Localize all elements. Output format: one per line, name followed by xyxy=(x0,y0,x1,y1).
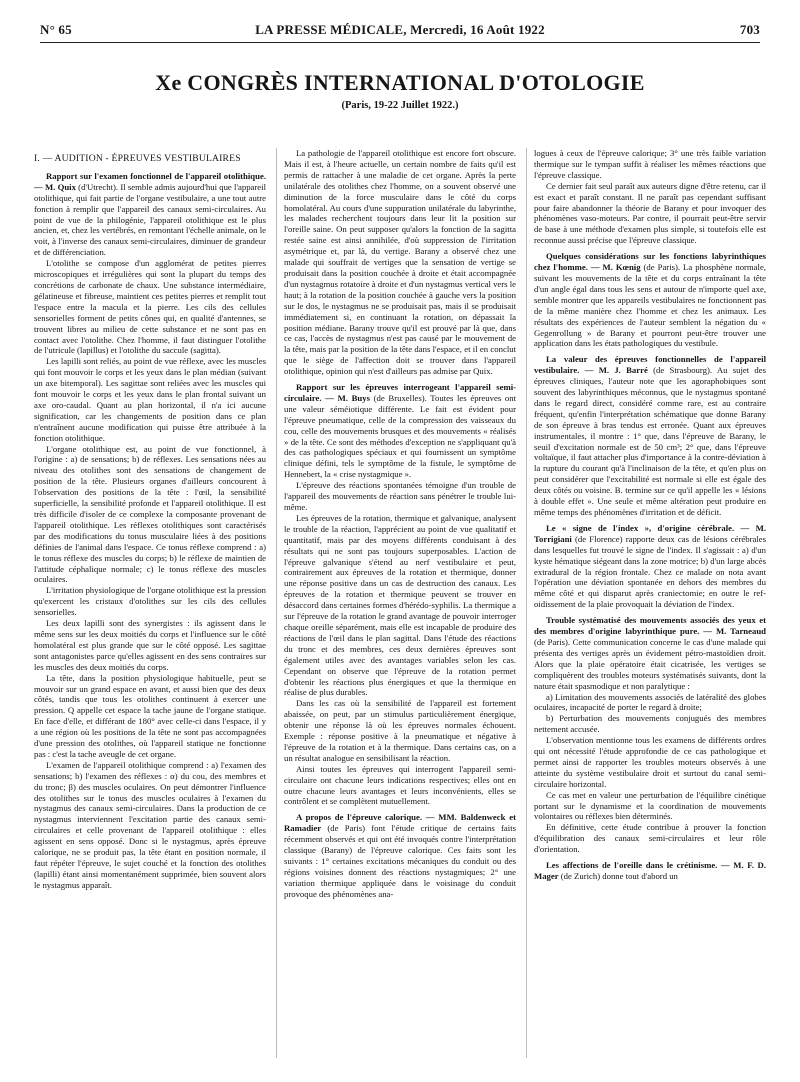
paragraph: Les deux lapilli sont des synergistes : ils agissent dans le même sens sur les deux moitiés du corps et l'influence sur le côté homolatéral est plus grande que sur le côté opposé. Les sagittae sont antagonistes parce qu'elles agissent en des sens contraires sur les muscles des deux moitiés du corps. xyxy=(34,618,266,672)
paragraph: L'examen de l'appareil otolithique comprend : a) l'examen des sensations; b) l'examen des réflexes : α) du cou, des membres et du tronc; β) des muscles oculaires. On peut démontrer l'influence des otolithes sur le tonus des muscles oculaires à l'examen du nystagmus des canaux semi-circulaires. Dans la production de ce nystagmus interviennent l'excitation partie des canaux semi-circulaires et celle provenant de l'appareil otolithique : elles agissent en sens opposé. Donc si le nystagmus, après épreuve calorique, ne se produit pas, la tête étant en position normale, il faut répéter l'épreuve, le sujet couché et la fonction des otolithes (lapilli) étant ainsi momentanément supprimée, bien souvent alors le nystagmus apparaît. xyxy=(34,759,266,890)
column-rule-2 xyxy=(526,148,527,1058)
paragraph: L'épreuve des réactions spontanées témoigne d'un trouble de l'appareil des mouvements de réaction sans pénétrer le trouble lui-même. xyxy=(284,480,516,512)
paragraph: L'observation mentionne tous les examens de différents ordres qui ont nécessité l'étude approfondie de ce cas pathologique et permet ainsi de rapporter les troubles moteurs observés à une atteinte du système vestibulaire droit et surtout du canal semi-circulaire horizontal. xyxy=(534,735,766,789)
paragraph-heading: Les affections de l'oreille dans le crétinisme. — M. F. D. Mager xyxy=(534,860,766,881)
paragraph-text: (de Paris). Cette communication concerne le cas d'une malade qui présenta des vertiges après un évidement pétro-mastoïdien droit. Alors que la plaie opératoire était cicatrisée, les vertiges se compliquèrent des troubles moteurs systématisés suivants, dont la nature était spasmodique et non paralytique : xyxy=(534,636,766,691)
paragraph-text: (de Bruxelles). Toutes les épreuves ont une valeur séméiotique différente. Le fait est évident pour l'épreuve pneumatique, celle de la compression des vaisseaux du cou, celle des mouvements brusques et des mouvements « réalisés » de la tête. Ce sont des méthodes d'exception ne s'appliquant qu'à des cas pathologiques spéciaux et qui fournissent un symptôme clinique défini, tels le symptôme de la fistule, le symptôme de Hennebert, la « crise nystagmique ». xyxy=(284,392,516,480)
article-title: Xe CONGRÈS INTERNATIONAL D'OTOLOGIE xyxy=(155,70,645,95)
paragraph: Les épreuves de la rotation, thermique et galvanique, analysent le trouble de la réaction, l'apprécient au point de vue qualitatif et quantitatif, mais par des moyens différents conduisant à des résultats qui ne sont pas toujours superposables. L'action de l'épreuve galvanique s'étend au nerf vestibulaire et peut, contrairement aux épreuves de la rotation et thermique, donner une réponse positive dans un cas de destruction des canaux. Les épreuves de la rotation et thermique peuvent se trouver en désaccord dans certaines formes d'hérédo-syphilis. La thermique a sur l'épreuve de la rotation le grand avantage de pouvoir interroger chaque oreille séparément, mais elle est incapable de produire des réactions de l'œil dans le plan sagittal. Dans l'étude des réactions du tronc et des membres, ces deux dernières épreuves sont également utiles avec des avantages variables selon les cas. Cependant on observe que l'épreuve de la rotation permet d'obtenir les réactions plus énergiques et que la thermique en réalise de plus durables. xyxy=(284,512,516,698)
paragraph-heading: A propos de l'épreuve calorique. — MM. Baldenweck et Ramadier xyxy=(284,812,516,834)
paragraph-text: (d'Utrecht). Il semble admis aujourd'hui que l'appareil otolithique, qui fait partie de l'organe vestibulaire, a une tout autre fonction à remplir que l'appareil des canaux semi-circulaires. Au point de vue de la philogénie, l'appareil otolithique est le plus ancien, et, chez les vertébrés, en remontant l'échelle animale, on le voit, à l'inverse des canaux semi-circulaires, diminuer de grandeur et de différenciation. xyxy=(34,181,266,258)
paragraph-heading: Quelques considérations sur les fonctions labyrinthiques chez l'homme. — M. Kœnig xyxy=(534,251,766,273)
paragraph: L'otolithe se compose d'un agglomérat de petites pierres microscopiques et irrégulières qui sont la plupart du temps des concrétions de carbonate de chaux. Une substance intermédiaire, gélatineuse et fibreuse, maintient ces petites pierres et remplit tout l'espace entre la macula et la pierre. Les cils des cellules sensorielles forment de petits cônes qui, en qualité d'antennes, se trouvent libres au milieu de cette substance et ne sont pas en contact avec l'otolithe. Chez l'homme, il faut distinguer l'otolithe de l'utricule (lapillus) et l'otolithe du saccule (sagitta). xyxy=(34,258,266,356)
paragraph: Les lapilli sont reliés, au point de vue réflexe, avec les muscles qui font mouvoir le corps et les yeux dans le plan médian (suivant un axe bitemporal). Les sagittae sont reliées avec les muscles qui font mouvoir le corps et les yeux dans le plan frontal suivant un axe oro-caudal. Quant au plan horizontal, il n'a ici aucune signification, car les changements de position dans ce plan n'entraînent aucune modification qui puisse être attribuée à la fonction otolithique. xyxy=(34,356,266,443)
paragraph-heading: La valeur des épreuves fonctionnelles de l'appareil vestibulaire. — M. J. Barré xyxy=(534,354,766,376)
masthead: LA PRESSE MÉDICALE, Mercredi, 16 Août 1922 xyxy=(255,22,545,37)
column-1 xyxy=(34,148,266,1064)
paragraph-heading: Le « signe de l'index », d'origine cérébrale. — M. Torrigiani xyxy=(534,522,766,544)
column-rule-1 xyxy=(276,148,277,1058)
paragraph-text: (de Paris) font l'étude critique de certains faits récemment observés et qui ont été invoqués contre l'interprétation classique (Barany) de l'épreuve calorique. Ces faits sont les suivants : 1° certaines excitations mécaniques du conduit ou des régions voisines donnent des réactions nystagmiques; 2° une variation thermique appliquée dans le voisinage du conduit provoque des phénomènes ana- xyxy=(284,823,516,899)
paragraph-heading: Rapport sur les épreuves interrogeant l'appareil semi-circulaire. — M. Buys xyxy=(284,382,516,403)
paragraph: b) Perturbation des mouvements conjugués des membres nettement accusée. xyxy=(534,713,766,735)
paragraph xyxy=(284,812,516,899)
paragraph: L'organe otolithique est, au point de vue fonctionnel, à l'origine : a) de sensations; b) de réflexes. Les sensations nées au niveau des otolithes sont des sensations de changement de position de la tête. Plusieurs organes d'ailleurs concourent à l'observation des positions de la tête : l'œil, la sensibilité superficielle, la sensibilité profonde et l'appareil otolithique. Il est très difficile d'isoler de ce complexe la composante provenant de l'appareil otolithique. Les réflexes otolithiques sont caractérisés par des modifications du tonus musculaire liées à des positions définies de l'animal dans l'espace. Ce tonus réflexe comprend : a) le tonus réflexe des muscles du corps; b) le réflexe de maintien de l'attitude céphalique normale; c) le tonus réflexe des muscles oculaires. xyxy=(34,443,266,585)
paragraph-text: (de Zurich) donne tout d'abord un xyxy=(558,871,678,881)
paragraph: En définitive, cette étude contribue à prouver la fonction d'équilibration des canaux semi-circulaires et leur rôle d'orientation. xyxy=(534,822,766,855)
paragraph: L'irritation physiologique de l'organe otolithique est la pression qu'exercent les cristaux d'otolithes sur les cils des cellules sensorielles. xyxy=(34,585,266,618)
paragraph xyxy=(534,615,766,691)
paragraph-text: (de Paris). La phosphène normale, suivant les mouvements de la tête et du corps entraînant la tête d'un angle égal dans tous les sens et autour de n'importe quel axe, semble montrer que les appareils vestibulaires ne fonctionnent pas de la même manière chez l'homme et chez les animaux. Les résultats des expériences de l'auteur semblent la négation du « Gegenrollung » de Barany et pourront peut-être trouver une application dans les états pathologiques du vestibule. xyxy=(534,262,766,349)
paragraph-text: (de Florence) rapporte deux cas de lésions cérébrales dans lesquelles fut trouvé le signe de l'index. Il s'agissait : a) d'un kyste hématique siégeant dans la zone motrice; b) d'un large abcès extradural de la région frontale. Chez ce malade on nota avant l'opération une déviation spontanée en dehors des membres du même côté et qui disparut après craniectomie; en outre le ref-oidissement de la plaie provoquait la déviation de l'index. xyxy=(534,533,766,610)
paragraph: Dans les cas où la sensibilité de l'appareil est fortement abaissée, on peut, par un stimulus particulièrement énergique, obtenir une réponse là où les épreuves normales échouent. Exemple : réponse positive à la pneumatique et négative à l'épreuve de la rotation et à la thermique. Dans certains cas, on a un résultat analogue en sensibilisant la réaction. xyxy=(284,698,516,763)
paragraph-heading: Rapport sur l'examen fonctionnel de l'appareil otolithique. — M. Quix xyxy=(34,170,266,192)
paragraph xyxy=(34,171,266,258)
header-rule xyxy=(40,42,760,43)
paragraph xyxy=(534,860,766,882)
column-3 xyxy=(534,148,766,1064)
issue-number: N° 65 xyxy=(40,22,72,37)
running-header xyxy=(40,18,760,40)
paragraph: Ce cas met en valeur une perturbation de l'équilibre cinétique portant sur le dynamisme et la coordination de mouvements volontaires ou réflexes bien déterminés. xyxy=(534,789,766,822)
paragraph: La tête, dans la position physiologique habituelle, peut se mouvoir sur un grand espace en avant, et aussi bien que des deux côtés, tandis que tous les otolithes continuent à exercer une pression. Q appelle cet espace la tache jaune de l'organe statique. En face d'elle, et différant de 180° avec celle-ci dans l'espace, il y a une région où les positions de la tête ne sont pas accompagnées d'une pression des otolithes, où l'appareil statique ne fonctionne pas : c'est la tache aveugle de cet organe. xyxy=(34,672,266,759)
article-subtitle: (Paris, 19-22 Juillet 1922.) xyxy=(341,100,459,111)
section-heading: I. — AUDITION - ÉPREUVES VESTIBULAIRES xyxy=(34,153,241,164)
paragraph-text: (de Strasbourg). Au sujet des épreuves cliniques, l'auteur note que les agoraphobiques sont souvent des labyrinthiques méconnus, que le nystagmus spontané dans le regard direct, considéré comme rare, est au contraire fréquent, qu'enfin l'interprétation schématique que donne Barany de son épreuve à bras tendus est erronée. Quant aux épreuves instrumentales, il montre : 1° que, dans l'épreuve de Barany, le seuil d'excitation normale est de 50 cm³; 2° que, dans l'épreuve voltaïque, il faut attacher plus d'importance à la contre-déviation à la rupture du courant qu'à l'inclinaison de la tête, et qu'en plus on peut considérer que l'excitabilité est normale si elle est égale des deux côtés ou voisine. B. termine sur ce qu'il appelle les « lésions à double effet ». Une seule et même altération peut produire en même temps des phénomènes d'irritation et de déficit. xyxy=(534,365,766,517)
column-2 xyxy=(284,148,516,1064)
paragraph xyxy=(284,382,516,480)
paragraph: Ce dernier fait seul paraît aux auteurs digne d'être retenu, car il est exact et paraît constant. Il ne paraît pas cependant suffisant pour faire abandonner la théorie de Barany et pour invoquer des phénomènes vaso-moteurs. Par contre, il pourrait peut-être servir de base à une méthode d'examen plus simple, si toutefois elle est reconnue aussi précise que l'épreuve classique. xyxy=(534,180,766,246)
paragraph: Ainsi toutes les épreuves qui interrogent l'appareil semi-circulaire ont chacune leurs indications respectives; elles ont en outre chacune leurs avantages et leurs inconvénients, elles se contrôlent et se complètent mutuellement. xyxy=(284,763,516,807)
paragraph xyxy=(534,523,766,610)
paragraph xyxy=(534,251,766,349)
paragraph: La pathologie de l'appareil otolithique est encore fort obscure. Mais il est, à l'heure actuelle, un certain nombre de faits qu'il est permis de rattacher à une maladie de cet organe. Après la perte unilatérale des otolithes chez l'homme, on a souvent observé une diminution de la force musculaire dans le côté du corps homolatéral. Au cours d'une suppuration unilatérale du labyrinthe, les malades recherchent toujours dans leur lit la position sur l'oreille saine. On peut supposer qu'alors la fonction de la sagitta restée saine est ainsi annihilée, d'où suppression de l'irritation asymétrique et, par là, du vertige. Barany a observé chez une malade qui souffrait de vertiges que la sensation de vertige se produisait dans la position couchée à droite et était accompagnée d'un nystagmus rotatoire à droite et d'un nystagmus vertical vers le haut; à la rotation de la position couchée à gauche vers la position sur le dos, le nystagmus ne se produisait pas, mais il se produisait immédiatement si, en continuant la rotation, on dépassait la position médiane. Barany trouve qu'il est prouvé par là que, dans ce cas, l'accès de nystagmus n'est pas causé par le mouvement de la tête, mais par la position de la tête dans l'espace, et il en conclut que le siège de l'affection doit se trouver dans l'appareil otolithique, opinion qui n'est d'ailleurs pas admise par Quix. xyxy=(284,148,516,377)
paragraph-heading: Trouble systématisé des mouvements associés des yeux et des membres d'origine labyrinthique pure. — M. Tarneaud xyxy=(534,615,766,637)
paragraph: a) Limitation des mouvements associés de latéralité des globes oculaires, incapacité de porter le regard à droite; xyxy=(534,691,766,713)
page-number: 703 xyxy=(739,22,760,37)
paragraph: logues à ceux de l'épreuve calorique; 3° une très faible variation thermique sur le tympan suffit à réaliser les mêmes réactions que l'épreuve classique. xyxy=(534,148,766,180)
paragraph xyxy=(534,354,766,518)
